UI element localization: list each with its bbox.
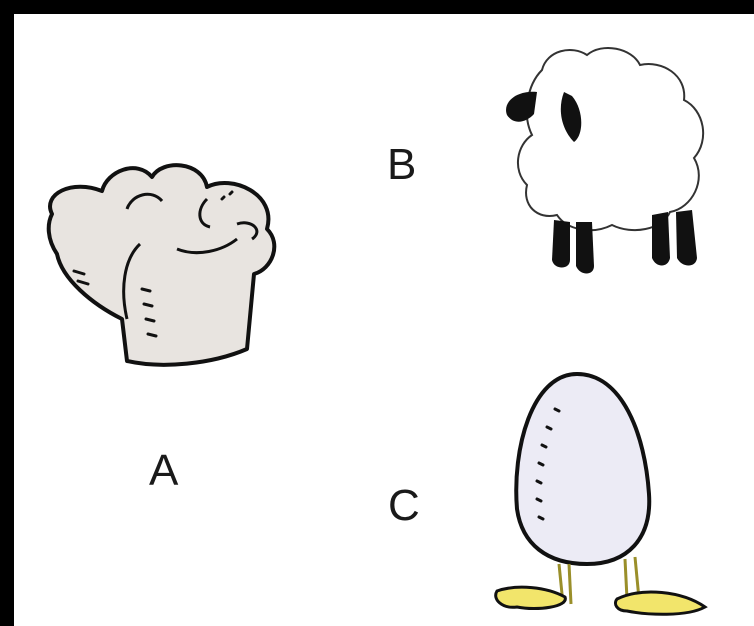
egg-with-legs-icon (477, 359, 727, 619)
chef-hat-icon (32, 139, 297, 384)
label-c: C (388, 481, 420, 530)
sheep-icon (472, 30, 722, 280)
picture-canvas (14, 14, 754, 626)
label-a: A (149, 446, 179, 495)
label-b: B (387, 140, 417, 189)
